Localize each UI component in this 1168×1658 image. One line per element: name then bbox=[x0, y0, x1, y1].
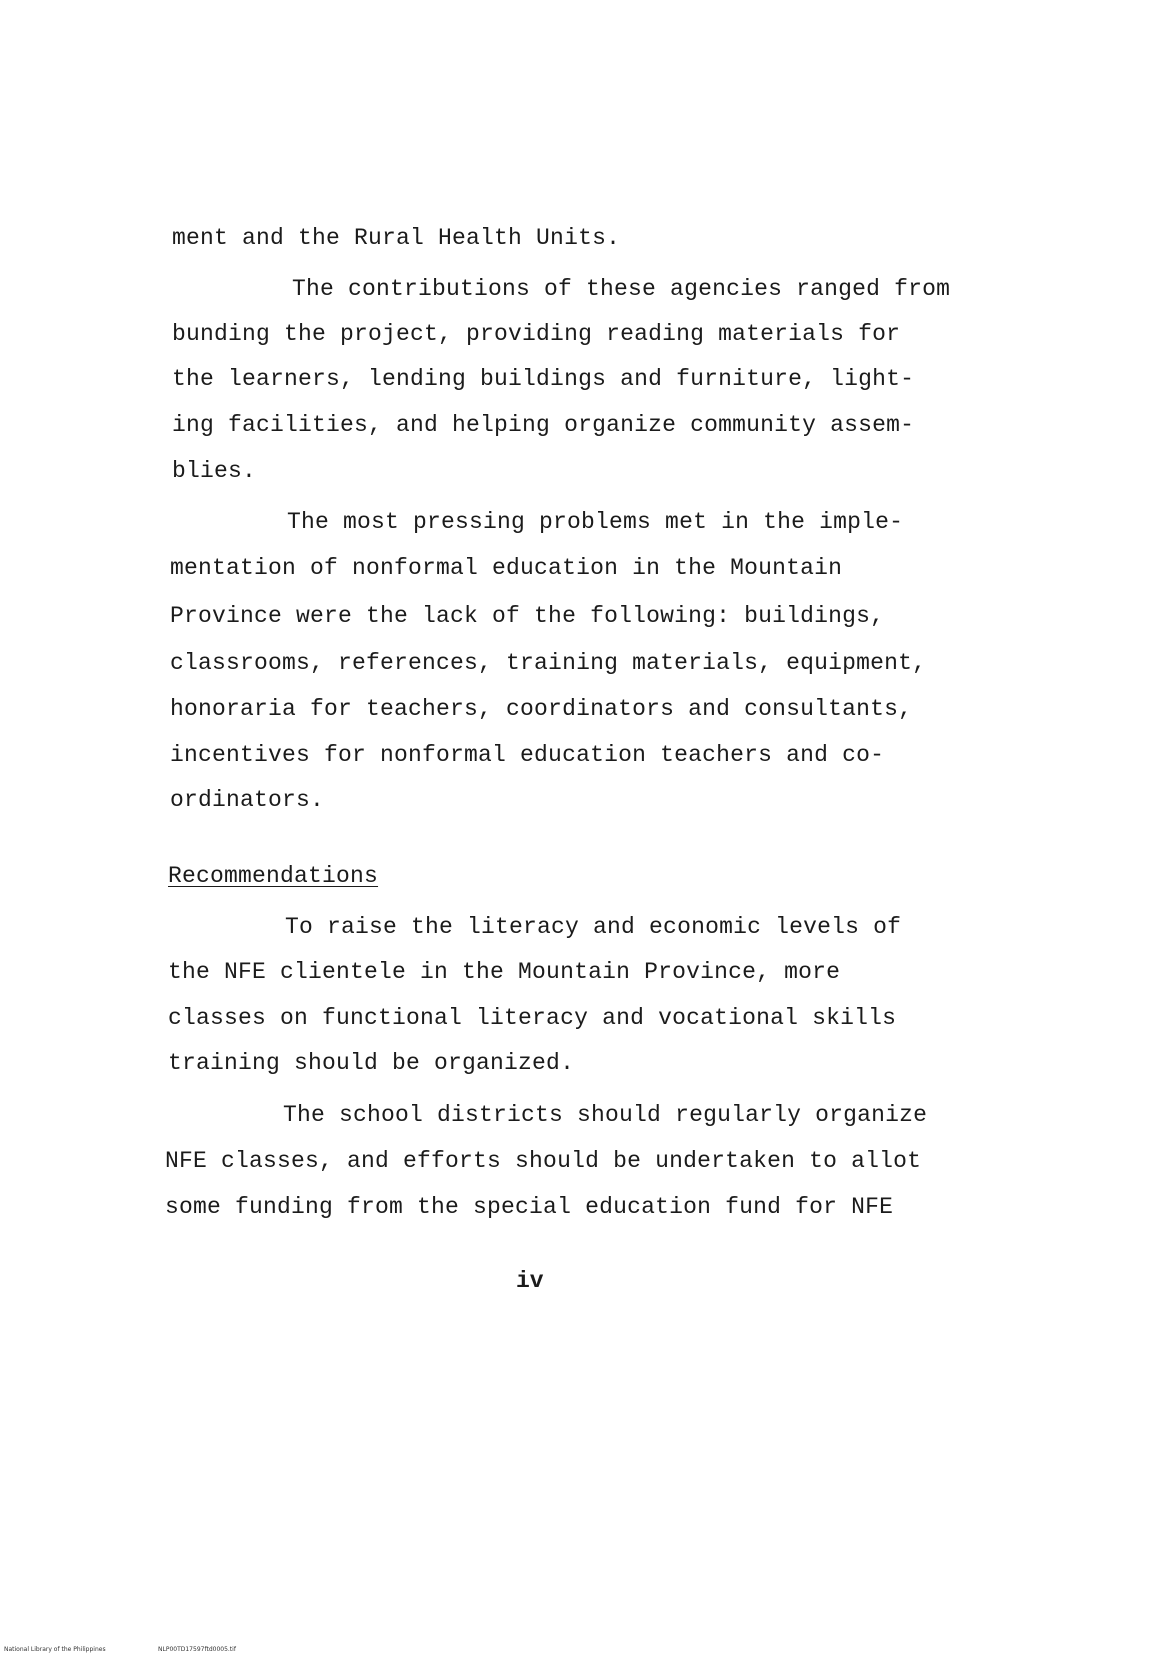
text-line: some funding from the special education fund for NFE bbox=[165, 1194, 894, 1220]
text-line: ment and the Rural Health Units. bbox=[172, 225, 621, 251]
text-line: the learners, lending buildings and furniture, light- bbox=[172, 366, 915, 392]
text-line: training should be organized. bbox=[168, 1050, 575, 1076]
text-line: The most pressing problems met in the imple- bbox=[287, 509, 904, 535]
text-line: mentation of nonformal education in the Mountain bbox=[170, 555, 843, 581]
text-line: the NFE clientele in the Mountain Province, more bbox=[168, 959, 841, 985]
footer-file: NLP00TD17597ftd0005.tif bbox=[158, 1646, 236, 1653]
text-line: Province were the lack of the following: buildings, bbox=[170, 603, 885, 629]
text-line: incentives for nonformal education teachers and co- bbox=[170, 742, 885, 768]
footer-library: National Library of the Philippines bbox=[4, 1646, 106, 1653]
text-line: classrooms, references, training materials, equipment, bbox=[170, 650, 927, 676]
section-heading: Recommendations bbox=[168, 863, 379, 889]
text-line: The contributions of these agencies ranged from bbox=[292, 276, 951, 302]
page-number: iv bbox=[516, 1268, 544, 1294]
text-line: ordinators. bbox=[170, 787, 325, 813]
text-line: ing facilities, and helping organize community assem- bbox=[172, 412, 915, 438]
text-line: The school districts should regularly organize bbox=[283, 1102, 928, 1128]
text-line: To raise the literacy and economic levels of bbox=[285, 914, 902, 940]
text-line: blies. bbox=[172, 458, 257, 484]
text-line: bunding the project, providing reading materials for bbox=[172, 321, 901, 347]
text-line: honoraria for teachers, coordinators and consultants, bbox=[170, 696, 913, 722]
text-line: classes on functional literacy and vocational skills bbox=[168, 1005, 897, 1031]
text-line: NFE classes, and efforts should be undertaken to allot bbox=[165, 1148, 922, 1174]
